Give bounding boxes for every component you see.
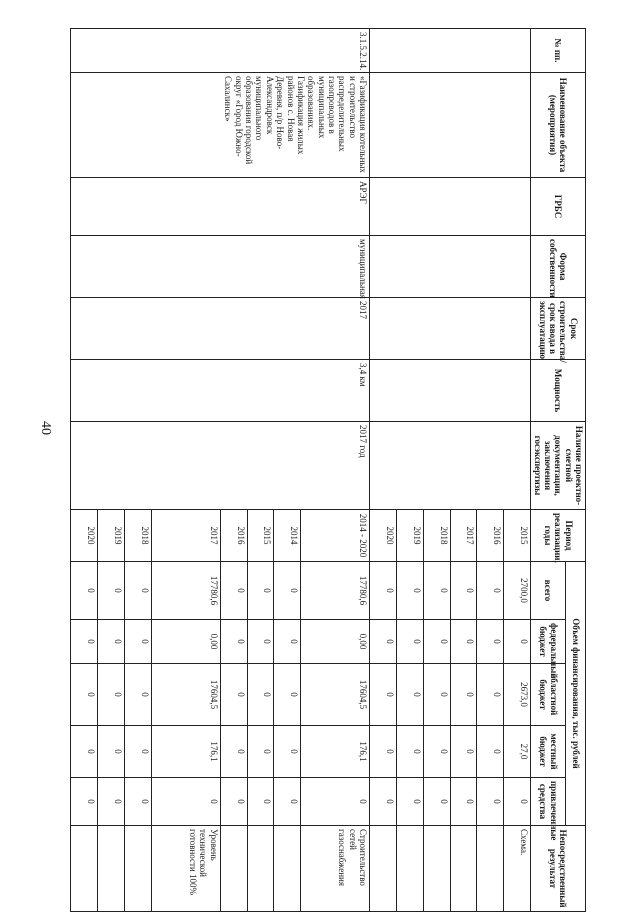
col-period-real: Период реализации, годы [531, 510, 586, 562]
other-cell: 0 [71, 778, 98, 826]
col-docs: Наличие проектно-сметной документации, заключения госэкспертизы [531, 422, 586, 510]
other-cell: 0 [274, 778, 301, 826]
regional-cell: 0 [450, 664, 477, 726]
year-cell: 2020 [71, 510, 98, 562]
result-cell: Строительство сетей газоснабжения [301, 826, 370, 912]
table-row [301, 29, 370, 912]
local-cell: 0 [125, 726, 152, 778]
capacity-cell: 3,4 км [71, 360, 370, 422]
local-cell: 0 [423, 726, 450, 778]
total-cell: 0 [220, 562, 247, 620]
local-cell: 0 [274, 726, 301, 778]
result-cell [423, 826, 450, 912]
result-cell: Схема. [504, 826, 531, 912]
year-cell: 2019 [98, 510, 125, 562]
regional-cell: 0 [423, 664, 450, 726]
local-cell: 176,1 [301, 726, 370, 778]
total-cell: 0 [369, 562, 396, 620]
total-cell: 0 [98, 562, 125, 620]
total-cell: 17780,6 [301, 562, 370, 620]
result-cell [450, 826, 477, 912]
regional-cell: 17604,5 [301, 664, 370, 726]
regional-cell: 17604,5 [152, 664, 221, 726]
col-federal: федеральный бюджет [531, 620, 566, 664]
local-cell: 0 [220, 726, 247, 778]
grbs-cell: АРЭГ [71, 178, 370, 236]
empty-capacity-cell [369, 360, 530, 422]
other-cell: 0 [396, 778, 423, 826]
local-cell: 0 [477, 726, 504, 778]
regional-cell: 0 [274, 664, 301, 726]
total-cell: 2700,0 [504, 562, 531, 620]
other-cell: 0 [301, 778, 370, 826]
result-cell [220, 826, 247, 912]
total-cell: 0 [423, 562, 450, 620]
local-cell: 0 [450, 726, 477, 778]
result-cell [396, 826, 423, 912]
result-cell [71, 826, 98, 912]
other-cell: 0 [220, 778, 247, 826]
budget-table-sheet [86, 28, 586, 908]
item-name-cell: «Газификация котельных и строительство распределительных газопроводов в муниципальных образованиях. Газификация жилых районов с. Новая Деревня, п/р Ново-Александровск муниципального образования городской округ «Город Южно-Сахалинск» [71, 73, 370, 178]
item-number-cell: 3.1.5.2.14. [71, 29, 370, 73]
other-cell: 0 [477, 778, 504, 826]
local-cell: 176,1 [152, 726, 221, 778]
federal-cell: 0 [220, 620, 247, 664]
federal-cell: 0 [450, 620, 477, 664]
year-cell: 2014 - 2020 [301, 510, 370, 562]
federal-cell: 0 [504, 620, 531, 664]
other-cell: 0 [504, 778, 531, 826]
empty-period-build-cell [369, 298, 530, 360]
local-cell: 0 [247, 726, 274, 778]
empty-docs-cell [369, 422, 530, 510]
federal-cell: 0 [71, 620, 98, 664]
other-cell: 0 [423, 778, 450, 826]
year-cell: 2017 [450, 510, 477, 562]
result-cell [477, 826, 504, 912]
col-capacity: Мощность [531, 360, 586, 422]
col-regional: областной бюджет [531, 664, 566, 726]
col-local: местный бюджет [531, 726, 566, 778]
year-cell: 2015 [504, 510, 531, 562]
budget-table [70, 28, 586, 912]
result-cell [369, 826, 396, 912]
year-cell: 2016 [477, 510, 504, 562]
result-cell [125, 826, 152, 912]
result-cell [274, 826, 301, 912]
regional-cell: 0 [247, 664, 274, 726]
result-cell [247, 826, 274, 912]
other-cell: 0 [247, 778, 274, 826]
year-cell: 2014 [274, 510, 301, 562]
col-period-build: Срок строительства/срок ввода в эксплуатацию [531, 298, 586, 360]
federal-cell: 0 [396, 620, 423, 664]
year-cell: 2016 [220, 510, 247, 562]
empty-ownership-cell [369, 236, 530, 298]
total-cell: 0 [274, 562, 301, 620]
year-cell: 2018 [125, 510, 152, 562]
total-cell: 0 [71, 562, 98, 620]
other-cell: 0 [125, 778, 152, 826]
regional-cell: 0 [220, 664, 247, 726]
total-cell: 0 [247, 562, 274, 620]
empty-grbs-cell [369, 178, 530, 236]
other-cell: 0 [450, 778, 477, 826]
col-financing: Объем финансирования, тыс. рублей [566, 562, 586, 826]
empty-name-cell [369, 73, 530, 178]
local-cell: 0 [71, 726, 98, 778]
federal-cell: 0 [477, 620, 504, 664]
empty-no-cell [369, 29, 530, 73]
federal-cell: 0 [98, 620, 125, 664]
regional-cell: 0 [71, 664, 98, 726]
year-cell: 2019 [396, 510, 423, 562]
year-cell: 2015 [247, 510, 274, 562]
local-cell: 0 [369, 726, 396, 778]
total-cell: 0 [477, 562, 504, 620]
year-cell: 2018 [423, 510, 450, 562]
col-ownership: Форма собственности [531, 236, 586, 298]
total-cell: 17780,6 [152, 562, 221, 620]
regional-cell: 2673,0 [504, 664, 531, 726]
col-total: всего [531, 562, 566, 620]
total-cell: 0 [125, 562, 152, 620]
regional-cell: 0 [396, 664, 423, 726]
local-cell: 0 [396, 726, 423, 778]
col-name: Наименование объекта (мероприятия) [531, 73, 586, 178]
federal-cell: 0,00 [301, 620, 370, 664]
regional-cell: 0 [477, 664, 504, 726]
result-cell: Уровень технической готовности 100% [152, 826, 221, 912]
regional-cell: 0 [98, 664, 125, 726]
year-cell: 2017 [152, 510, 221, 562]
regional-cell: 0 [125, 664, 152, 726]
year-cell: 2020 [369, 510, 396, 562]
total-cell: 0 [396, 562, 423, 620]
other-cell: 0 [152, 778, 221, 826]
regional-cell: 0 [369, 664, 396, 726]
col-grbs: ГРБС [531, 178, 586, 236]
period-build-cell: 2017 [71, 298, 370, 360]
other-cell: 0 [369, 778, 396, 826]
local-cell: 27,0 [504, 726, 531, 778]
federal-cell: 0 [274, 620, 301, 664]
other-cell: 0 [98, 778, 125, 826]
local-cell: 0 [98, 726, 125, 778]
federal-cell: 0 [369, 620, 396, 664]
ownership-cell: муниципальная [71, 236, 370, 298]
table-row [504, 29, 531, 912]
federal-cell: 0 [247, 620, 274, 664]
col-result: Непосредственный результат [531, 826, 586, 912]
header-row-1 [566, 29, 586, 912]
docs-cell: 2017 год [71, 422, 370, 510]
federal-cell: 0 [423, 620, 450, 664]
total-cell: 0 [450, 562, 477, 620]
federal-cell: 0,00 [152, 620, 221, 664]
federal-cell: 0 [125, 620, 152, 664]
result-cell [98, 826, 125, 912]
page-number: 40 [38, 421, 53, 435]
col-no: № пп. [531, 29, 586, 73]
col-other: привлеченные средства [531, 778, 566, 826]
